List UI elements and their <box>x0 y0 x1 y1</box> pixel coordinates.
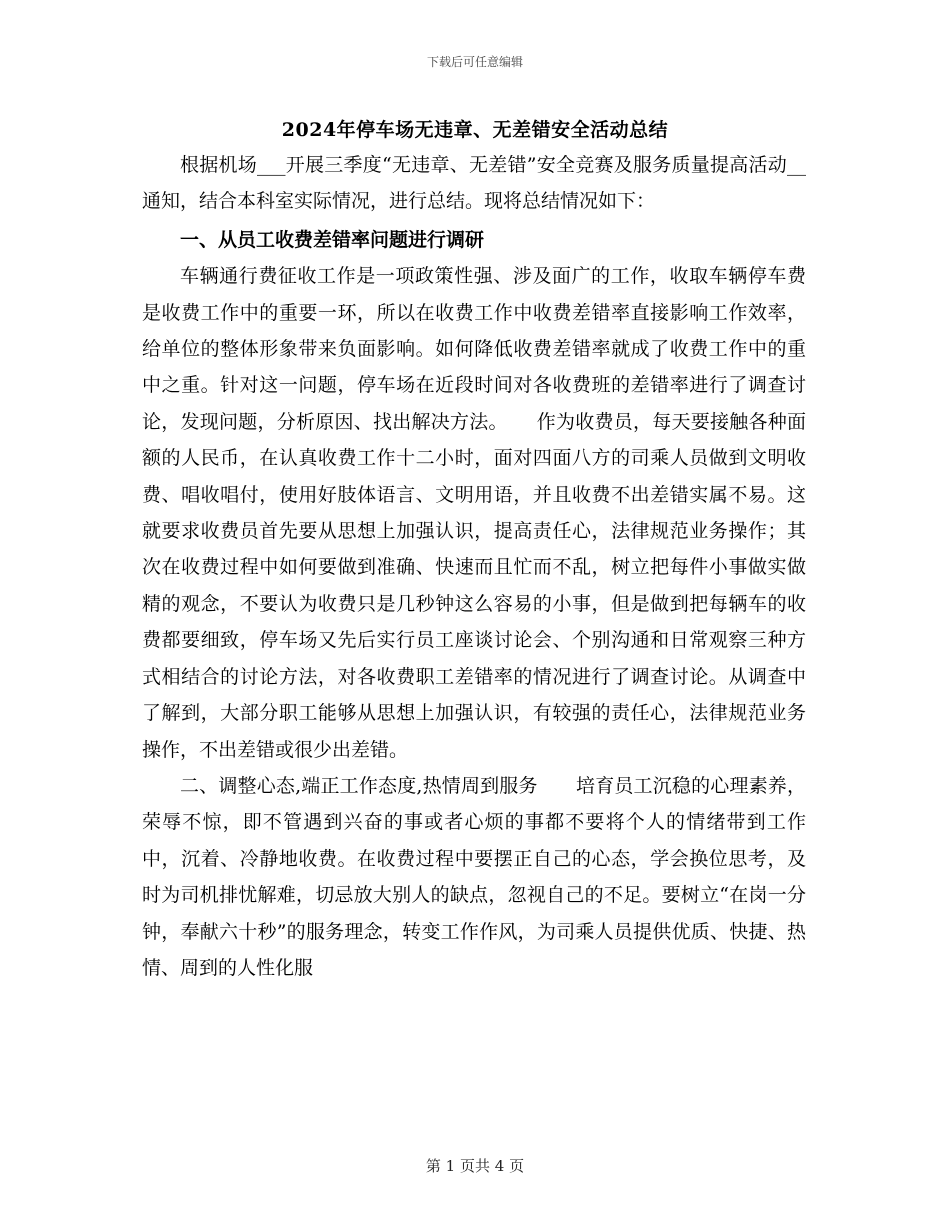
document-title: 2024年停车场无违章、无差错安全活动总结 <box>281 119 669 141</box>
header-note: 下载后可任意编辑 <box>426 55 523 69</box>
section-2-paragraph: 二、调整心态,端正工作态度,热情周到服务 培育员工沉稳的心理素养，荣辱不惊，即不管遇到兴奋的事或者心烦的事都不要将个人的情绪带到工作中，沉着、冷静地收费。在收费过程中要摆正自己的心态，学会换位思考，及时为司机排忧解难，切忌放大别人的缺点，忽视自己的不足。要树立“在岗一分钟，奉献六十秒”的服务理念，转变工作作风，为司乘人员提供优质、快捷、热情、周到的人性化服 <box>142 774 806 979</box>
section-1-paragraph: 车辆通行费征收工作是一项政策性强、涉及面广的工作，收取车辆停车费是收费工作中的重要一环，所以在收费工作中收费差错率直接影响工作效率，给单位的整体形象带来负面影响。如何降低收费差错率就成了收费工作中的重中之重。针对这一问题，停车场在近段时间对各收费班的差错率进行了调查讨论，发现问题，分析原因、找出解决方法。 作为收费员，每天要接触各种面额的人民币，在认真收费工作十二小时，面对四面八方的司乘人员做到文明收费、唱收唱付，使用好肢体语言、文明用语，并且收费不出差错实属不易。这就要求收费员首先要从思想上加强认识，提高责任心，法律规范业务操作；其次在收费过程中如何要做到准确、快速而且忙而不乱，树立把每件小事做实做精的观念，不要认为收费只是几秒钟这么容易的小事，但是做到把每辆车的收费都要细致，停车场又先后实行员工座谈讨论会、个别沟通和日常观察三种方式相结合的讨论方法，对各收费职工差错率的情况进行了调查讨论。从调查中了解到，大部分职工能够从思想上加强认识，有较强的责任心，法律规范业务操作，不出差错或很少出差错。 <box>142 265 806 761</box>
section-heading-1: 一、从员工收费差错率问题进行调研 <box>180 228 485 251</box>
page-footer: 第 1 页共 4 页 <box>425 1157 525 1175</box>
document-body <box>142 147 806 986</box>
intro-paragraph: 根据机场___开展三季度“无违章、无差错”安全竞赛及服务质量提高活动__通知，结合本科室实际情况，进行总结。现将总结情况如下： <box>142 154 806 213</box>
